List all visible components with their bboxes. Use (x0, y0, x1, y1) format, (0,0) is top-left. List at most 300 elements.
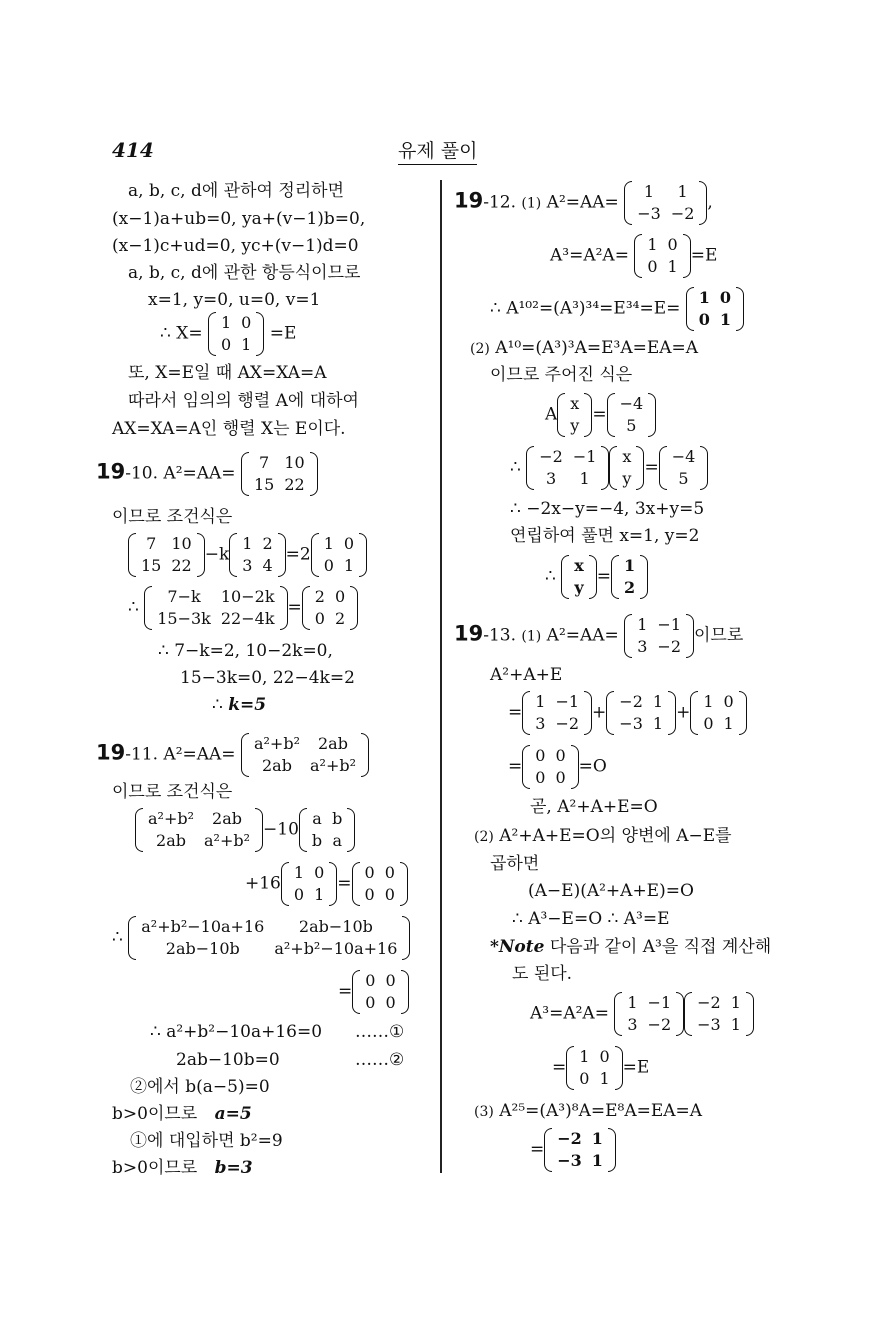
matrix-entry: 22−4k (220, 609, 275, 628)
math-text: ∴ (212, 695, 223, 715)
matrix (208, 312, 264, 356)
matrix-entry: 1 (220, 313, 232, 332)
problem-heading (96, 733, 369, 777)
matrix-entry: −1 (657, 615, 681, 634)
matrix (135, 808, 263, 852)
matrix (281, 862, 337, 906)
equation-line: x=1, y=0, u=0, v=1 (148, 290, 321, 310)
matrix-grid (552, 1128, 608, 1172)
equation-line (135, 808, 355, 852)
matrix-grid (310, 586, 350, 630)
matrix-entry: 1 (637, 615, 648, 634)
matrix-grid (152, 586, 279, 630)
equation-line (128, 586, 358, 630)
equation-line: 2ab−10b=0 (176, 1050, 280, 1070)
equation-line (128, 533, 367, 577)
matrix (634, 234, 690, 278)
problem-number: 19 (96, 459, 126, 484)
matrix-grid (237, 533, 277, 577)
math-text: = (552, 1057, 567, 1078)
matrix-row (319, 555, 359, 577)
math-text: = (596, 566, 612, 587)
note-label: *Note (490, 937, 545, 957)
matrix-grid (632, 181, 699, 225)
matrix-entry: 3 (545, 469, 557, 488)
matrix-entry: 1 (579, 469, 590, 488)
math-text: +16 (245, 873, 281, 894)
matrix-entry: 7−k (167, 587, 201, 606)
matrix-row (360, 992, 400, 1014)
matrix-entry: 1 (703, 692, 714, 711)
matrix-entry: 1 (677, 182, 688, 201)
matrix-row (622, 992, 676, 1014)
matrix-entry: 15 (141, 556, 162, 575)
equation-line (112, 1104, 252, 1124)
matrix-entry: 1 (535, 692, 546, 711)
matrix (302, 586, 358, 630)
matrix-row (216, 334, 256, 356)
math-text: , (707, 192, 713, 213)
matrix-grid (307, 808, 348, 852)
matrix-entry: 2ab (156, 831, 186, 850)
matrix-row (642, 256, 682, 278)
matrix (128, 533, 205, 577)
matrix (241, 733, 369, 777)
equation-line (245, 862, 408, 906)
matrix-grid (534, 446, 601, 490)
matrix-row (565, 415, 584, 437)
text-line: a, b, c, d에 관하여 정리하면 (128, 181, 345, 201)
matrix-entry: 1 (647, 235, 658, 254)
matrix-entry: −4 (619, 394, 644, 413)
matrix-entry: 22 (171, 556, 192, 575)
matrix (352, 862, 408, 906)
matrix-entry: 1 (643, 182, 655, 201)
matrix-grid (667, 446, 701, 490)
math-text: A¹⁰=(A³)³A=E³A=EA=A (495, 338, 699, 358)
problem-sub: -12. (483, 192, 517, 213)
math-text: ∴ (128, 597, 139, 618)
text-line: 이므로 조건식은 (112, 782, 233, 802)
matrix-row (614, 691, 668, 713)
matrix (684, 992, 754, 1036)
matrix-entry: 0 (364, 863, 375, 882)
matrix (557, 393, 592, 437)
matrix-entry: −1 (647, 993, 672, 1012)
matrix (229, 533, 285, 577)
math-text: + (592, 702, 607, 723)
problem-number: 19 (454, 621, 484, 646)
matrix-entry: 5 (678, 469, 689, 488)
equation-line (510, 446, 708, 490)
math-text: A²⁵=(A³)⁸A=E⁸A=EA=A (499, 1101, 703, 1121)
note-line (490, 937, 771, 957)
matrix-grid (617, 446, 636, 490)
equation-line (490, 287, 744, 331)
matrix-entry: 1 (293, 863, 305, 882)
matrix-entry: 2ab−10b (298, 917, 373, 936)
matrix-entry: a²+b² (253, 734, 300, 753)
matrix-entry: 0 (365, 971, 376, 990)
matrix-row (694, 287, 736, 309)
matrix-grid (143, 808, 255, 852)
matrix-entry: 2 (624, 578, 636, 597)
math-text: = (644, 457, 659, 478)
answer-value: k=5 (228, 695, 267, 715)
math-text: A (545, 404, 558, 425)
problem-sub: -13. (483, 625, 517, 646)
matrix-entry: 1 (652, 714, 664, 733)
matrix-entry: 1 (323, 534, 334, 553)
math-text: ∴ (510, 457, 521, 478)
equation-line: ②에서 b(a−5)=0 (130, 1077, 270, 1097)
part-label: (3) (474, 1104, 494, 1120)
math-text: = (592, 404, 607, 425)
matrix-grid (694, 287, 736, 331)
problem-sub: -10. (125, 463, 159, 484)
matrix-row (632, 181, 699, 203)
matrix-row (632, 203, 699, 225)
matrix-entry: −2 (539, 447, 563, 466)
matrix (659, 446, 709, 490)
matrix-grid (632, 614, 686, 658)
matrix-row (249, 733, 361, 755)
matrix-entry: y (574, 578, 584, 597)
math-text: −k (204, 544, 230, 565)
matrix-entry: 0 (647, 257, 658, 276)
matrix-entry: 0 (220, 335, 232, 354)
matrix-row (289, 884, 329, 906)
matrix (624, 614, 694, 658)
matrix-entry: 1 (730, 1015, 741, 1034)
math-text: A³=A²A= (550, 245, 629, 266)
matrix-entry: 7 (259, 453, 270, 472)
matrix-entry: 15−3k (157, 609, 211, 628)
matrix (311, 533, 367, 577)
matrix-row (569, 555, 589, 577)
equation-line: A²+A+E (490, 665, 563, 685)
matrix-entry: −2 (555, 714, 580, 733)
matrix-row (694, 309, 736, 331)
matrix-row (143, 830, 255, 852)
matrix-entry: 0 (579, 1069, 590, 1088)
answer-line (212, 695, 266, 715)
text-line: 또, X=E일 때 AX=XA=A (128, 363, 327, 383)
matrix-entry: 0 (384, 885, 395, 904)
math-text: b>0이므로 (112, 1104, 198, 1124)
matrix-entry: b (311, 831, 323, 850)
matrix-entry: 15 (253, 475, 275, 494)
matrix-row (574, 1046, 614, 1068)
equation-line: (x−1)a+ub=0, ya+(v−1)b=0, (112, 209, 366, 229)
matrix-grid (622, 992, 676, 1036)
matrix-row (136, 916, 402, 938)
matrix-entry: 2ab (318, 734, 348, 753)
matrix-entry: a²+b² (148, 809, 195, 828)
equation-line (470, 338, 698, 359)
note-line: 도 된다. (512, 964, 573, 984)
matrix-grid (360, 970, 400, 1014)
matrix-grid (642, 234, 682, 278)
matrix-entry: 10 (284, 453, 305, 472)
text-line: 곧, A²+A+E=O (530, 797, 658, 817)
math-text: A²=AA= (163, 463, 236, 484)
matrix-entry: −1 (555, 692, 580, 711)
matrix-grid (615, 393, 649, 437)
matrix-entry: 1 (591, 1151, 603, 1170)
math-text: =E (622, 1057, 650, 1078)
matrix-entry: 1 (667, 257, 678, 276)
math-text: A²+A+E=O의 양변에 A−E를 (499, 826, 732, 846)
matrix-entry: 2ab (212, 809, 242, 828)
matrix-row (136, 938, 402, 960)
math-text: A²=AA= (163, 744, 236, 765)
matrix-row (310, 608, 350, 630)
problem-number: 19 (454, 188, 484, 213)
matrix-grid (530, 691, 584, 735)
matrix-entry: 0 (314, 609, 325, 628)
matrix-entry: 0 (667, 235, 678, 254)
answer-value: a=5 (214, 1104, 252, 1124)
matrix-entry: 0 (343, 534, 355, 553)
matrix (609, 446, 644, 490)
matrix (614, 992, 684, 1036)
matrix-row (692, 1014, 746, 1036)
matrix-grid (136, 533, 197, 577)
matrix-row (360, 970, 400, 992)
part-label: (2) (474, 829, 494, 845)
matrix-entry: 2ab−10b (165, 939, 240, 958)
matrix-entry: 0 (314, 863, 325, 882)
matrix (241, 452, 318, 496)
matrix-entry: 0 (334, 587, 346, 606)
matrix-row (534, 468, 601, 490)
matrix (561, 555, 597, 599)
matrix-row (622, 1014, 676, 1036)
matrix-entry: 0 (703, 714, 714, 733)
matrix-grid (319, 533, 359, 577)
matrix-row (237, 555, 277, 577)
matrix-row (249, 474, 310, 496)
matrix-grid (216, 312, 256, 356)
matrix (686, 287, 744, 331)
matrix-row (360, 884, 400, 906)
matrix-entry: 3 (637, 637, 648, 656)
matrix-row (617, 446, 636, 468)
matrix-row (152, 586, 279, 608)
matrix-entry: 0 (241, 313, 252, 332)
answer-value: b=3 (214, 1158, 253, 1178)
matrix (606, 691, 676, 735)
matrix-entry: 0 (385, 971, 396, 990)
matrix-entry: −3 (619, 714, 643, 733)
equation-line: ∴ a²+b²−10a+16=0 (150, 1022, 323, 1042)
matrix-grid (614, 691, 668, 735)
matrix-entry: −3 (557, 1151, 582, 1170)
column-divider (440, 180, 442, 1173)
math-text: + (676, 702, 691, 723)
matrix-row (619, 577, 640, 599)
matrix-entry: b (332, 809, 343, 828)
equation-line: 15−3k=0, 22−4k=2 (180, 668, 355, 688)
matrix-row (237, 533, 277, 555)
equation-line (550, 234, 717, 278)
matrix-entry: −2 (657, 637, 681, 656)
matrix-entry: a²+b²−10a+16 (274, 939, 398, 958)
matrix-grid (565, 393, 584, 437)
matrix-row (667, 446, 701, 468)
part-label: (2) (470, 341, 490, 357)
matrix-entry: 1 (730, 993, 741, 1012)
matrix-entry: 10 (171, 534, 192, 553)
matrix-row (615, 393, 649, 415)
matrix-entry: a (332, 831, 343, 850)
matrix-row (667, 468, 701, 490)
equation-line: ∴ 7−k=2, 10−2k=0, (158, 641, 333, 661)
matrix-entry: x (570, 394, 580, 413)
equation-line (112, 916, 410, 960)
matrix-row (249, 755, 361, 777)
matrix (690, 691, 746, 735)
matrix (607, 393, 657, 437)
matrix (526, 446, 609, 490)
math-text: =O (578, 756, 607, 777)
text-line: a, b, c, d에 관한 항등식이므로 (128, 263, 361, 283)
equation-line: ∴ −2x−y=−4, 3x+y=5 (510, 499, 705, 519)
matrix-entry: 0 (365, 993, 376, 1012)
matrix-row (310, 586, 350, 608)
matrix-entry: 0 (364, 885, 375, 904)
part-label: (1) (521, 195, 542, 212)
math-text: =E (690, 245, 718, 266)
matrix-row (319, 533, 359, 555)
matrix-entry: a²+b² (309, 756, 356, 775)
matrix-entry: −3 (637, 204, 661, 223)
matrix (624, 181, 707, 225)
matrix-row (574, 1068, 614, 1090)
math-text: = (508, 756, 523, 777)
equation-line (474, 1101, 702, 1122)
page-header: 유제 풀이 (398, 136, 477, 165)
matrix-entry: 0 (555, 768, 566, 787)
matrix-row (632, 614, 686, 636)
matrix-entry: 1 (242, 534, 253, 553)
matrix-entry: 0 (384, 863, 395, 882)
matrix (611, 555, 648, 599)
problem-sub: -11. (125, 744, 159, 765)
matrix-entry: 0 (599, 1047, 610, 1066)
matrix-entry: 1 (343, 556, 355, 575)
matrix-row (698, 713, 738, 735)
math-text: −10 (263, 819, 299, 840)
math-text: ∴ A¹⁰²=(A³)³⁴=E³⁴=E= (490, 298, 681, 319)
equation-line: (A−E)(A²+A+E)=O (528, 881, 694, 901)
matrix-row (152, 608, 279, 630)
matrix-entry: −3 (697, 1015, 721, 1034)
text-line: 곱하면 (490, 854, 540, 874)
matrix-entry: 0 (723, 692, 734, 711)
note-text: 다음과 같이 A³을 직접 계산해 (549, 937, 772, 957)
matrix-row (530, 745, 570, 767)
matrix-row (216, 312, 256, 334)
matrix-grid (698, 691, 738, 735)
equation-line (338, 970, 409, 1014)
matrix-entry: 22 (284, 475, 305, 494)
matrix-grid (289, 862, 329, 906)
matrix-grid (569, 555, 589, 599)
matrix-entry: −2 (697, 993, 721, 1012)
math-text: ∴ (112, 927, 123, 948)
matrix-entry: a (312, 809, 322, 828)
matrix-row (692, 992, 746, 1014)
matrix (544, 1128, 616, 1172)
matrix-entry: 2ab (261, 756, 292, 775)
matrix (522, 691, 592, 735)
answer-line (530, 1128, 616, 1172)
equation-line (508, 745, 607, 789)
equation-marker: ……① (355, 1022, 405, 1042)
matrix-entry: 1 (627, 993, 638, 1012)
matrix-entry: a²+b² (204, 831, 251, 850)
math-text: 이므로 (694, 625, 744, 646)
matrix (352, 970, 408, 1014)
matrix-grid (530, 745, 570, 789)
math-text: A³=A²A= (530, 1003, 609, 1024)
text-line: 이므로 주어진 식은 (490, 365, 633, 385)
matrix-row (552, 1150, 608, 1172)
matrix-row (617, 468, 636, 490)
matrix-entry: 2 (262, 534, 273, 553)
matrix-row (614, 713, 668, 735)
matrix (144, 586, 287, 630)
equation-line (508, 691, 747, 735)
matrix-row (307, 808, 348, 830)
matrix-entry: 5 (626, 416, 637, 435)
matrix-entry: 0 (323, 556, 334, 575)
matrix-entry: 0 (535, 746, 546, 765)
equation-line (552, 1046, 649, 1090)
matrix-grid (574, 1046, 614, 1090)
matrix-row (143, 808, 255, 830)
equation-marker: ……② (355, 1050, 405, 1070)
matrix-entry: x (622, 447, 632, 466)
page-number: 414 (112, 138, 154, 162)
text-line: AX=XA=A인 행렬 X는 E이다. (112, 419, 346, 439)
matrix-entry: 0 (698, 310, 710, 329)
matrix-entry: 1 (591, 1129, 603, 1148)
matrix-grid (619, 555, 640, 599)
matrix-entry: 7 (146, 534, 157, 553)
text-line (474, 826, 732, 847)
matrix-entry: 0 (555, 746, 566, 765)
matrix-entry: −2 (619, 692, 643, 711)
problem-heading (454, 614, 743, 658)
matrix-entry: y (622, 469, 632, 488)
math-text: = (530, 1139, 545, 1160)
matrix-grid (692, 992, 746, 1036)
matrix-row (632, 636, 686, 658)
matrix-entry: 1 (599, 1069, 610, 1088)
text-line: 이므로 조건식은 (112, 507, 233, 527)
matrix-entry: −2 (647, 1015, 672, 1034)
matrix-grid (136, 916, 402, 960)
matrix-entry: 0 (293, 885, 305, 904)
math-text: A²=AA= (546, 625, 619, 646)
matrix (299, 808, 356, 852)
matrix-entry: x (574, 556, 584, 575)
problem-number: 19 (96, 740, 126, 765)
problem-heading (454, 181, 713, 225)
